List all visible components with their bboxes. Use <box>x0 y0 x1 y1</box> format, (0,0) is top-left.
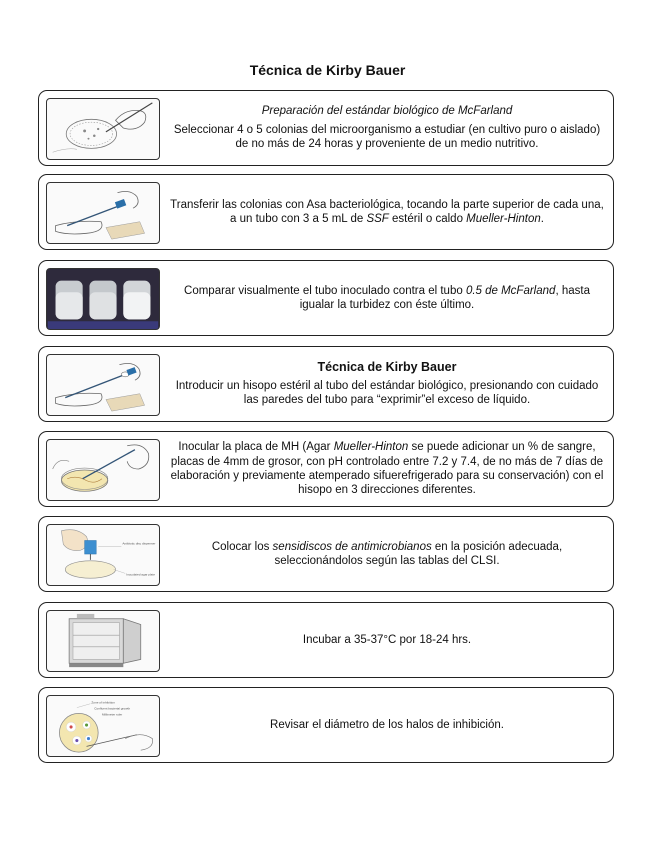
step-4-content <box>169 347 605 421</box>
step-1-heading: Preparación del estándar biológico de McFarland <box>261 105 513 118</box>
hand-inoculating-petri-dish-icon <box>46 98 160 160</box>
step-6-card <box>38 516 614 592</box>
plate-label-1: Zone of inhibition <box>91 700 115 705</box>
step-4-heading: Técnica de Kirby Bauer <box>317 360 457 375</box>
step-3-text-part: , hasta igualar la turbidez con éste último. <box>299 284 590 311</box>
step-3-card <box>38 260 614 336</box>
step-8-content <box>169 688 605 762</box>
step-7-content <box>169 603 605 677</box>
step-2-ssf: SSF <box>366 213 389 225</box>
disk-dispenser-icon <box>46 524 160 586</box>
loop-and-tube-icon <box>46 182 160 244</box>
step-8-card <box>38 687 614 763</box>
plate-label-3: Millimeter ruler <box>102 712 123 717</box>
step-3-text <box>169 284 605 313</box>
step-6-sensidiscos: sensidiscos de antimicrobianos <box>272 540 432 553</box>
step-1-content <box>169 91 605 165</box>
step-2-mueller-hinton: Mueller-Hinton <box>466 213 541 225</box>
step-1-card <box>38 90 614 166</box>
step-5-mueller-hinton: Mueller-Hinton <box>333 441 409 454</box>
step-3-mcfarland: 0.5 de McFarland <box>465 284 556 297</box>
step-5-text <box>169 440 605 498</box>
step-2-content <box>169 175 605 249</box>
step-7-card <box>38 602 614 678</box>
step-6-text-part: Colocar los <box>211 540 273 553</box>
page-title: Técnica de Kirby Bauer <box>249 62 406 78</box>
step-6-text-part: en la posición adecuada, seleccionándolos según las tablas del CLSI. <box>274 540 563 567</box>
step-5-content <box>169 432 605 506</box>
swab-and-tube-icon <box>46 354 160 416</box>
step-2-text-part: estéril o caldo <box>388 213 467 225</box>
step-4-text: Introducir un hisopo estéril al tubo del estándar biológico, presionando con cuidado las paredes del tubo para “exprimir”el exceso de líquido. <box>175 379 599 407</box>
inhibition-zone-plate-icon <box>46 695 160 757</box>
step-2-text-part: Transferir las colonias con Asa bacteriológica, tocando la parte superior de cada una, a un tubo con 3 a 5 mL de <box>170 198 604 225</box>
swab-plate-icon <box>46 439 160 501</box>
step-1-text: Seleccionar 4 o 5 colonias del microorganismo a estudiar (en cultivo puro o aislado) de no más de 24 horas y proveniente de un medio nutritivo. <box>173 123 601 151</box>
turbidity-tubes-photo <box>46 268 160 330</box>
dispenser-label-2: Inoculated agar plate <box>126 572 155 577</box>
step-2-text <box>169 198 605 227</box>
step-5-text-part: Inocular la placa de MH (Agar <box>178 441 334 454</box>
step-7-text: Incubar a 35-37°C por 18-24 hrs. <box>302 633 472 646</box>
step-2-card <box>38 174 614 250</box>
dispenser-label-1: Antibiotic disc dispenser <box>122 541 156 546</box>
step-5-text-part: se puede adicionar un % de sangre, placas de 4mm de grosor, con pH controlado entre 7.2 y 7.4, de no más de 7 días de elaboración y previamente atemperado sifuerefrigerado para su conservación) con el hisopo en 3 direcciones diferentes. <box>170 441 604 497</box>
step-6-text <box>169 540 605 569</box>
step-6-content <box>169 517 605 591</box>
step-2-text-part: . <box>540 213 544 225</box>
incubator-icon <box>46 610 160 672</box>
step-3-text-part: Comparar visualmente el tubo inoculado contra el tubo <box>184 284 466 297</box>
step-5-card <box>38 431 614 507</box>
step-4-card <box>38 346 614 422</box>
step-3-content <box>169 261 605 335</box>
step-8-text: Revisar el diámetro de los halos de inhibición. <box>270 718 504 731</box>
plate-label-2: Confluent bacterial growth <box>94 706 131 711</box>
